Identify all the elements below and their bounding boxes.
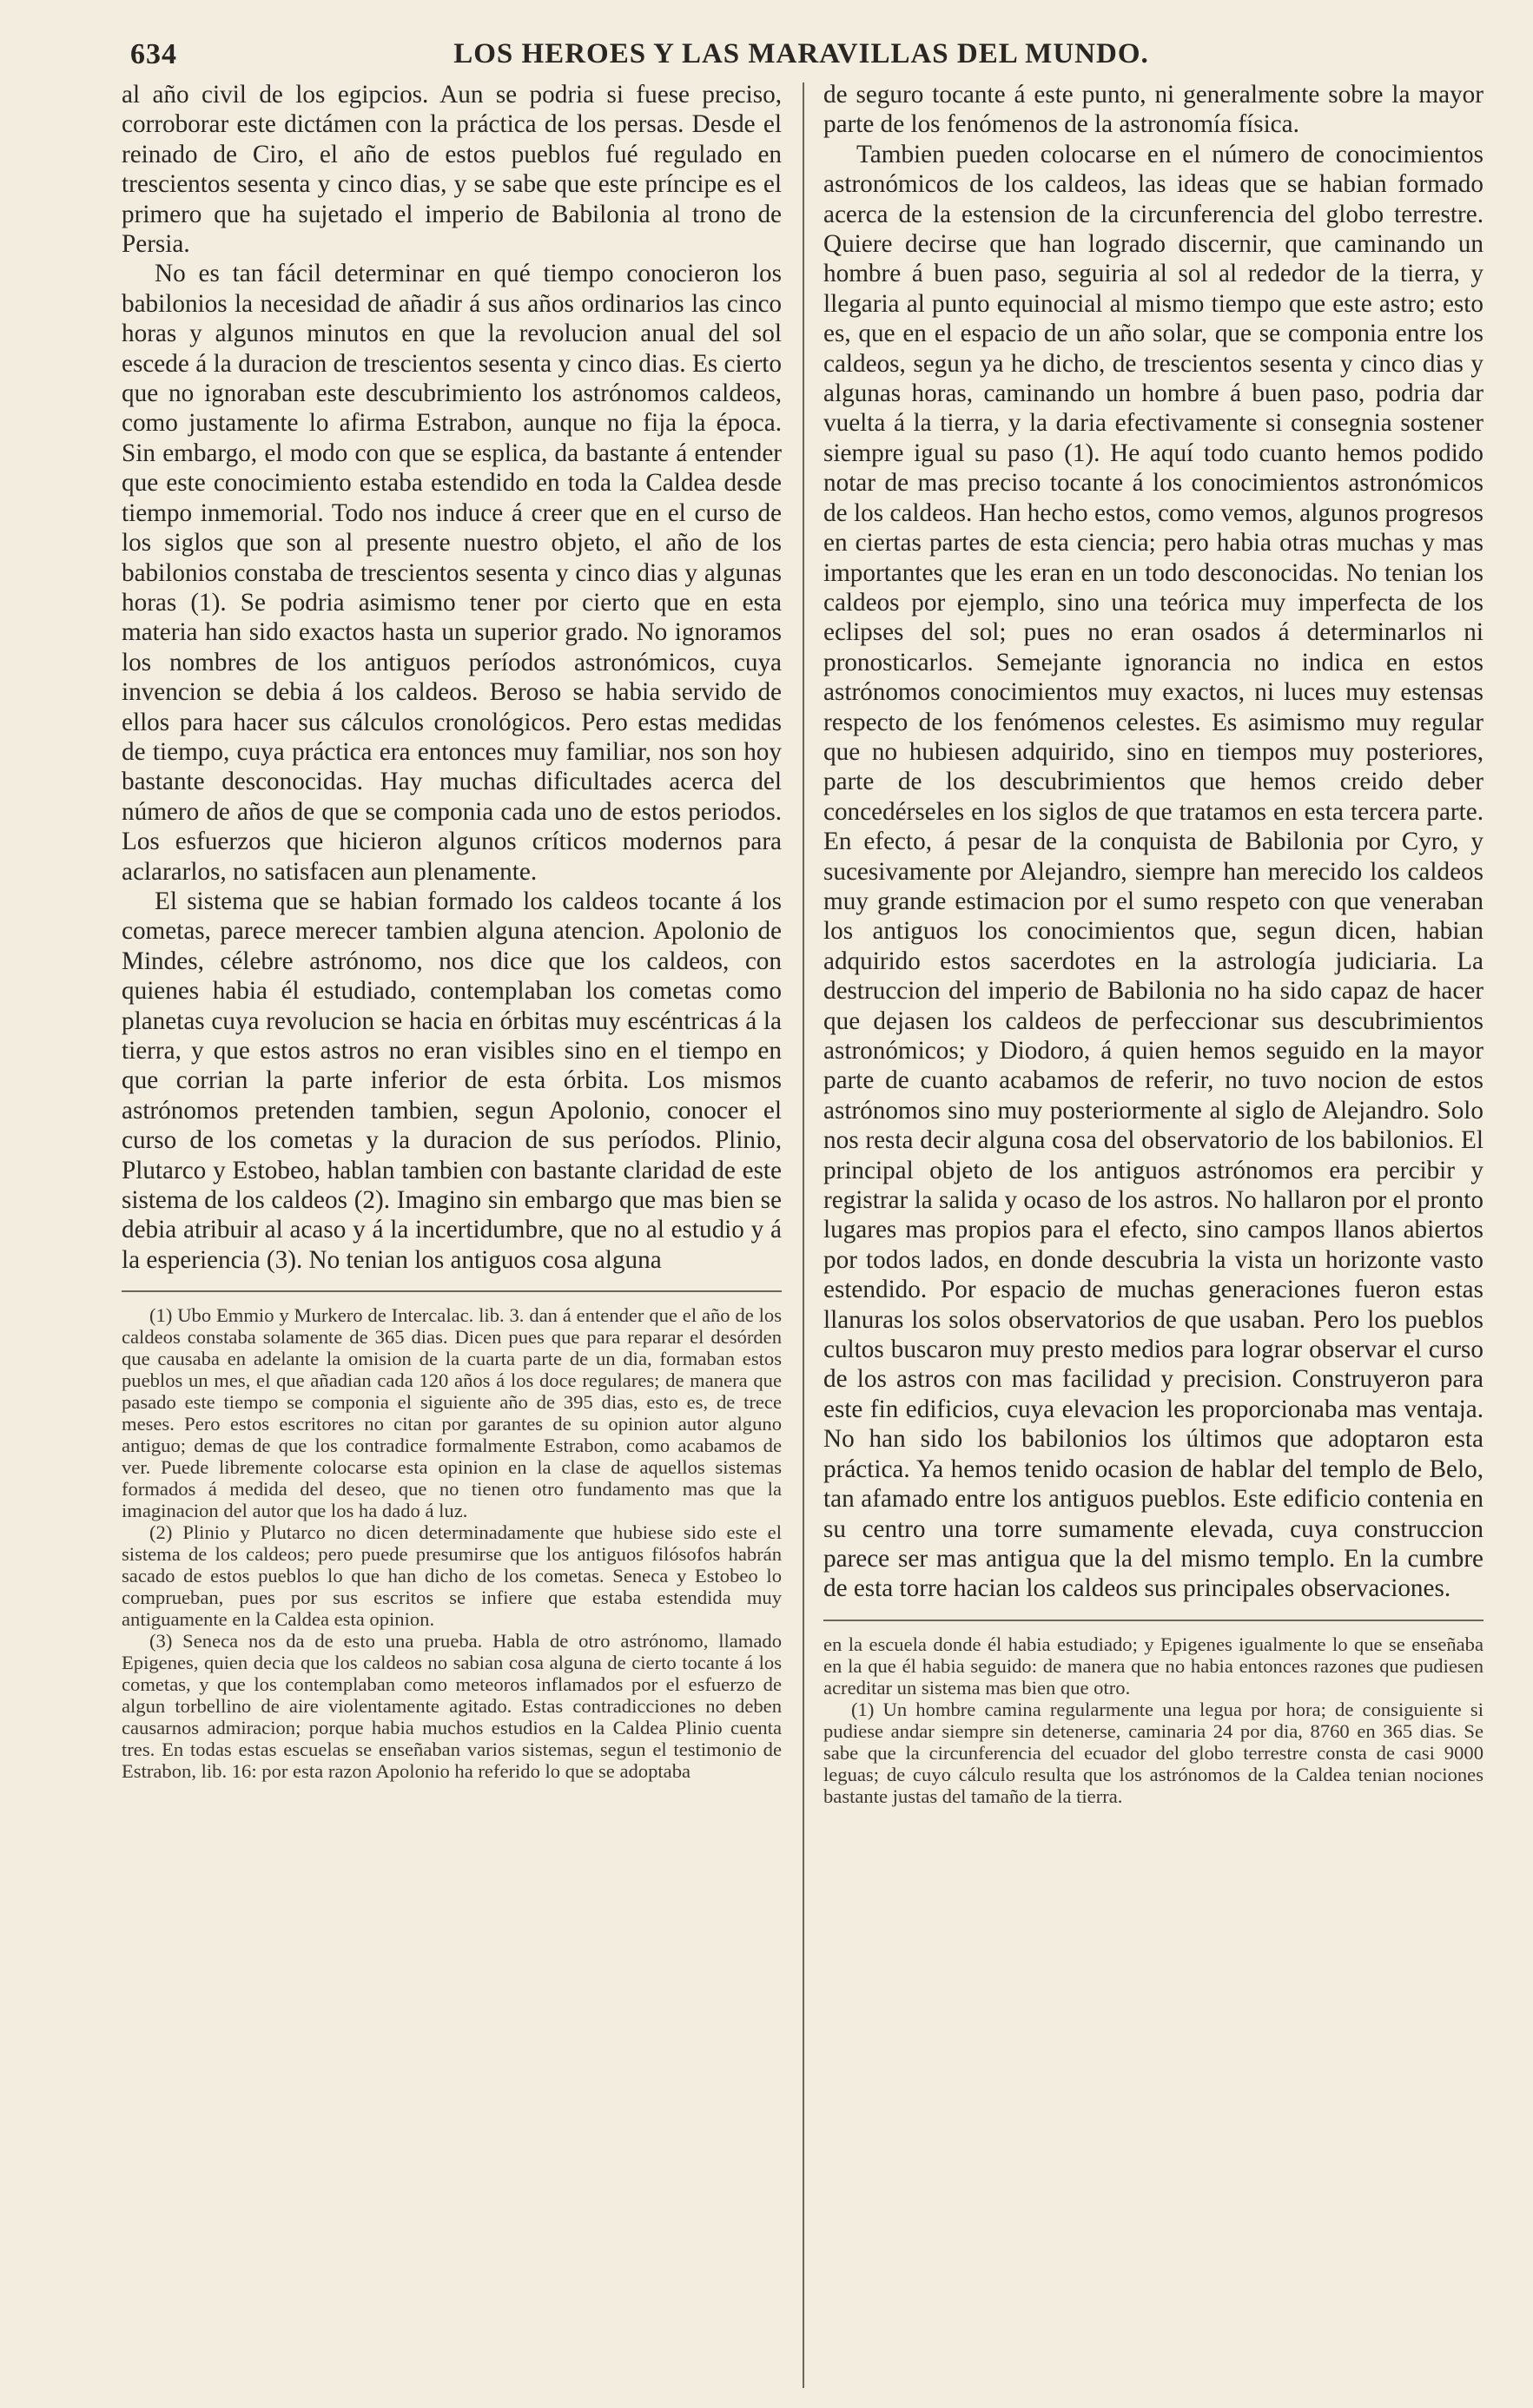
page-number: 634 [130, 38, 177, 70]
body-paragraph: No es tan fácil determinar en qué tiempo conocieron los babilonios la necesidad de añadir á sus años ordinarios las cinco horas y algunos minutos en que la revolucion anual del sol escede á la duracion de trescientos sesenta y cinco dias. Es cierto que no ignoraban este descubrimiento los astrónomos caldeos, como justamente lo afirma Estrabon, aunque no fija la época. Sin embargo, el modo con que se esplica, da bastante á entender que este conocimiento estaba estendido en toda la Caldea desde tiempo inmemorial. Todo nos induce á creer que en el curso de los siglos que son al presente nuestro objeto, el año de los babilonios constaba de trescientos sesenta y cinco dias y algunas horas (1). Se podria asimismo tener por cierto que en esta materia han sido exactos hasta un superior grado. No ignoramos los nombres de los antiguos períodos astronómicos, cuya invencion se debia á los caldeos. Beroso se habia servido de ellos para hacer sus cálculos cronológicos. Pero estas medidas de tiempo, cuya práctica era entonces muy familiar, nos son hoy bastante desconocidas. Hay muchas dificultades acerca del número de años de que se componia cada uno de estos periodos. Los esfuerzos que hicieron algunos críticos modernos para aclararlos, no satisfacen aun plenamente. [122, 260, 782, 886]
right-column [823, 80, 1483, 2390]
column-divider [803, 82, 804, 2388]
footnote: (3) Seneca nos da de esto una prueba. Habla de otro astrónomo, llamado Epigenes, quien decia que los caldeos no sabian cosa alguna de cierto tocante á los cometas, y que los contemplaban como meteoros inflamados por el esfuerzo de algun torbellino de aire violentamente agitado. Estas contradicciones no deben causarnos admiracion; porque habia muchos estudios en la Caldea Plinio cuenta tres. En todas estas escuelas se enseñaban varios sistemas, segun el testimonio de Estrabon, lib. 16: por esta razon Apolonio ha referido lo que se adoptaba [122, 1630, 782, 1783]
footnote-divider [823, 1620, 1483, 1621]
page-header [130, 38, 1472, 82]
footnote: (1) Un hombre camina regularmente una legua por hora; de consiguiente si pudiese andar siempre sin detenerse, caminaria 24 por dia, 8760 en 365 dias. Se sabe que la circunferencia del ecuador del globo terrestre consta de casi 9000 leguas; de cuyo cálculo resulta que los astrónomos de la Caldea tenian nociones bastante justas del tamaño de la tierra. [823, 1698, 1483, 1807]
footnote-divider [122, 1290, 782, 1292]
body-paragraph: Tambien pueden colocarse en el número de conocimientos astronómicos de los caldeos, las ideas que se habian formado acerca de la estension de la circunferencia del globo terrestre. Quiere decirse que han logrado discernir, que caminando un hombre á buen paso, seguiria al sol al rededor de la tierra, y llegaria al punto equinocial al mismo tiempo que este astro; esto es, que en el espacio de un año solar, que se componia entre los caldeos, segun ya he dicho, de trescientos sesenta y cinco dias y algunas horas, caminando un hombre á buen paso, podria dar vuelta á la tierra, y la daria efectivamente si consegnia sostener siempre igual su paso (1). He aquí todo cuanto hemos podido notar de mas preciso tocante á los conocimientos astronómicos de los caldeos. Han hecho estos, como vemos, algunos progresos en ciertas partes de esta ciencia; pero habia otras muchas y mas importantes que les eran en un todo desconocidas. No tenian los caldeos por ejemplo, sino una teórica muy imperfecta de los eclipses del sol; pues no eran osados á determinarlos ni pronosticarlos. Semejante ignorancia no indica en estos astrónomos conocimientos muy exactos, ni luces muy estensas respecto de los fenómenos celestes. Es asimismo muy regular que no hubiesen adquirido, sino en tiempos muy posteriores, parte de los descubrimientos que hemos creido deber concedérseles en los siglos de que tratamos en esta tercera parte. En efecto, á pesar de la conquista de Babilonia por Cyro, y sucesivamente por Alejandro, siempre han merecido los caldeos muy grande estimacion por el sumo respeto con que veneraban los antiguos los conocimientos que, segun dicen, habian adquirido estos sacerdotes en la astrología judiciaria. La destruccion del imperio de Babilonia no ha sido capaz de hacer que dejasen los caldeos de perfeccionar sus descubrimientos astronómicos; y Diodoro, á quien hemos seguido en la mayor parte de cuanto acabamos de referir, no tuvo nocion de estos astrónomos sino muy posteriormente al siglo de Alejandro. Solo nos resta decir alguna cosa del observatorio de los babilonios. El principal objeto de los antiguos astrónomos era percibir y registrar la salida y ocaso de los astros. No hallaron por el pronto lugares mas propios para el efecto, sino campos llanos abiertos por todos lados, en donde descubria la vista un horizonte vasto estendido. Por espacio de muchas generaciones fueron estas llanuras los solos observatorios de que usaban. Pero los pueblos cultos buscaron muy presto medios para lograr observar el curso de los astros con mas facilidad y precision. Construyeron para este fin edificios, cuya elevacion les proporcionaba mas ventaja. No han sido los babilonios los últimos que adoptaron esta práctica. Ya hemos tenido ocasion de hablar del templo de Belo, tan afamado entre los antiguos pueblos. Este edificio contenia en su centro una torre sumamente elevada, cuya construccion parece ser mas antigua que la del mismo templo. En la cumbre de esta torre hacian los caldeos sus principales observaciones. [823, 140, 1483, 1603]
left-column [122, 80, 782, 2390]
running-title: LOS HEROES Y LAS MARAVILLAS DEL MUNDO. [453, 38, 1149, 69]
footnote: (2) Plinio y Plutarco no dicen determinadamente que hubiese sido este el sistema de los caldeos; pero puede presumirse que los antiguos filósofos habrán sacado de estos pueblos lo que han dicho de los cometas. Seneca y Estobeo lo comprueban, pues por sus escritos se infiere que estaba estendida muy antiguamente en la Caldea esta opinion. [122, 1521, 782, 1631]
body-paragraph: El sistema que se habian formado los caldeos tocante á los cometas, parece merecer tambien alguna atencion. Apolonio de Mindes, célebre astrónomo, nos dice que los caldeos, con quienes habia él estudiado, contemplaban los cometas como planetas cuya revolucion se hacia en órbitas muy escéntricas á la tierra, y que estos astros no eran visibles sino en el tiempo en que corrian la parte inferior de esta órbita. Los mismos astrónomos pretenden tambien, segun Apolonio, conocer el curso de los cometas y la duracion de sus períodos. Plinio, Plutarco y Estobeo, hablan tambien con bastante claridad de este sistema de los caldeos (2). Imagino sin embargo que mas bien se debia atribuir al acaso y á la incertidumbre, que no al estudio y á la esperiencia (3). No tenian los antiguos cosa alguna [122, 887, 782, 1274]
footnote-continuation: en la escuela donde él habia estudiado; y Epigenes igualmente lo que se enseñaba en la que él habia seguido: de manera que no habia entonces razones que pudiesen acreditar un sistema mas bien que otro. [823, 1633, 1483, 1699]
footnote: (1) Ubo Emmio y Murkero de Intercalac. lib. 3. dan á entender que el año de los caldeos constaba solamente de 365 dias. Dicen pues que para reparar el desórden que causaba en adelante la omision de la cuarta parte de un dia, formaban estos pueblos un mes, el que añadian cada 120 años á los doce regulares; de manera que pasado este tiempo se componia el siguiente año de 395 dias, esto es, de trece meses. Pero estos escritores no citan por garantes de su opinion autor alguno antiguo; demas de que los contradice formalmente Estrabon, como acabamos de ver. Puede libremente colocarse esta opinion en la clase de aquellos sistemas formados á medida del deseo, que no tienen otro fundamento mas que la imaginacion del autor que los ha dado á luz. [122, 1304, 782, 1522]
body-paragraph: de seguro tocante á este punto, ni generalmente sobre la mayor parte de los fenómenos de la astronomía física. [823, 81, 1483, 139]
body-paragraph: al año civil de los egipcios. Aun se podria si fuese preciso, corroborar este dictámen con la práctica de los persas. Desde el reinado de Ciro, el año de estos pueblos fué regulado en trescientos sesenta y cinco dias, y se sabe que este príncipe es el primero que ha sujetado el imperio de Babilonia al trono de Persia. [122, 81, 782, 259]
